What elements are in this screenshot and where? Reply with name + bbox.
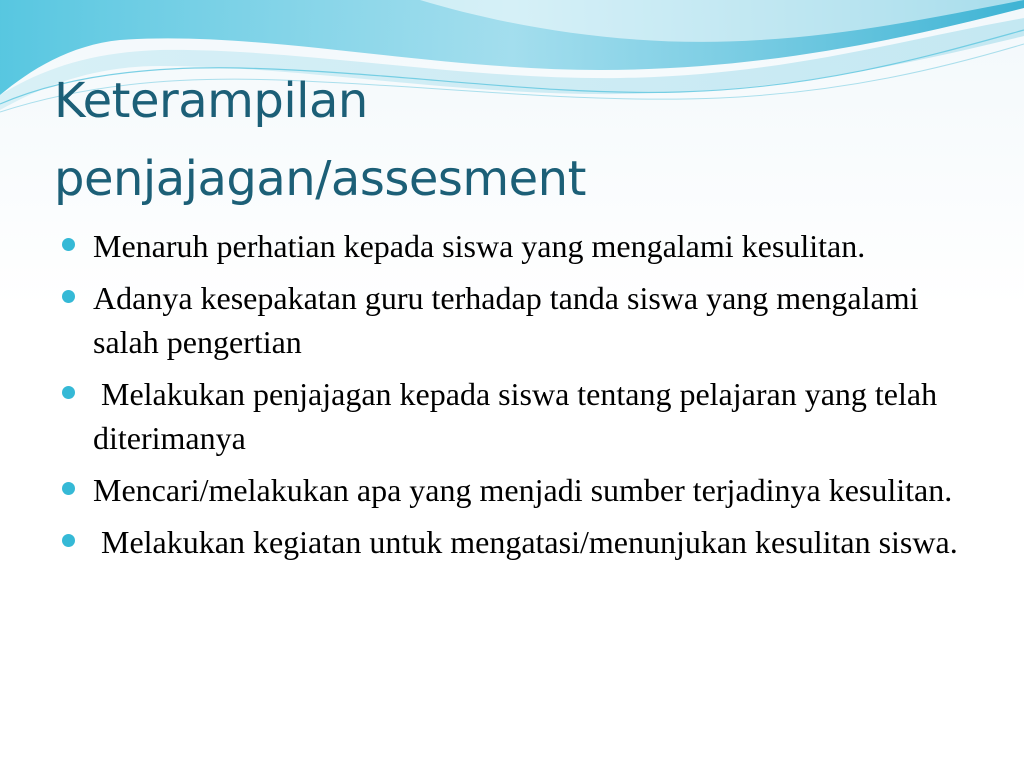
bullet-text: Adanya kesepakatan guru terhadap tanda siswa yang mengalami salah pengertian xyxy=(93,280,927,360)
bullet-item xyxy=(62,276,992,364)
bullet-text: Menaruh perhatian kepada siswa yang mengalami kesulitan. xyxy=(93,228,866,264)
bullet-dot-icon xyxy=(62,238,75,251)
bullet-text: Melakukan kegiatan untuk mengatasi/menunjukan kesulitan siswa. xyxy=(93,524,958,560)
bullet-text: Mencari/melakukan apa yang menjadi sumber terjadinya kesulitan. xyxy=(93,472,953,508)
bullet-dot-icon xyxy=(62,290,75,303)
slide-title xyxy=(54,62,586,218)
bullet-list xyxy=(62,224,992,572)
bullet-dot-icon xyxy=(62,386,75,399)
bullet-item xyxy=(62,520,992,564)
bullet-item xyxy=(62,224,992,268)
bullet-item xyxy=(62,468,992,512)
bullet-dot-icon xyxy=(62,482,75,495)
slide-title-line-1: Keterampilan xyxy=(54,73,368,129)
slide-title-line-2: penjajagan/assesment xyxy=(54,151,586,207)
bullet-dot-icon xyxy=(62,534,75,547)
bullet-text: Melakukan penjajagan kepada siswa tentang pelajaran yang telah diterimanya xyxy=(93,376,946,456)
bullet-item xyxy=(62,372,992,460)
